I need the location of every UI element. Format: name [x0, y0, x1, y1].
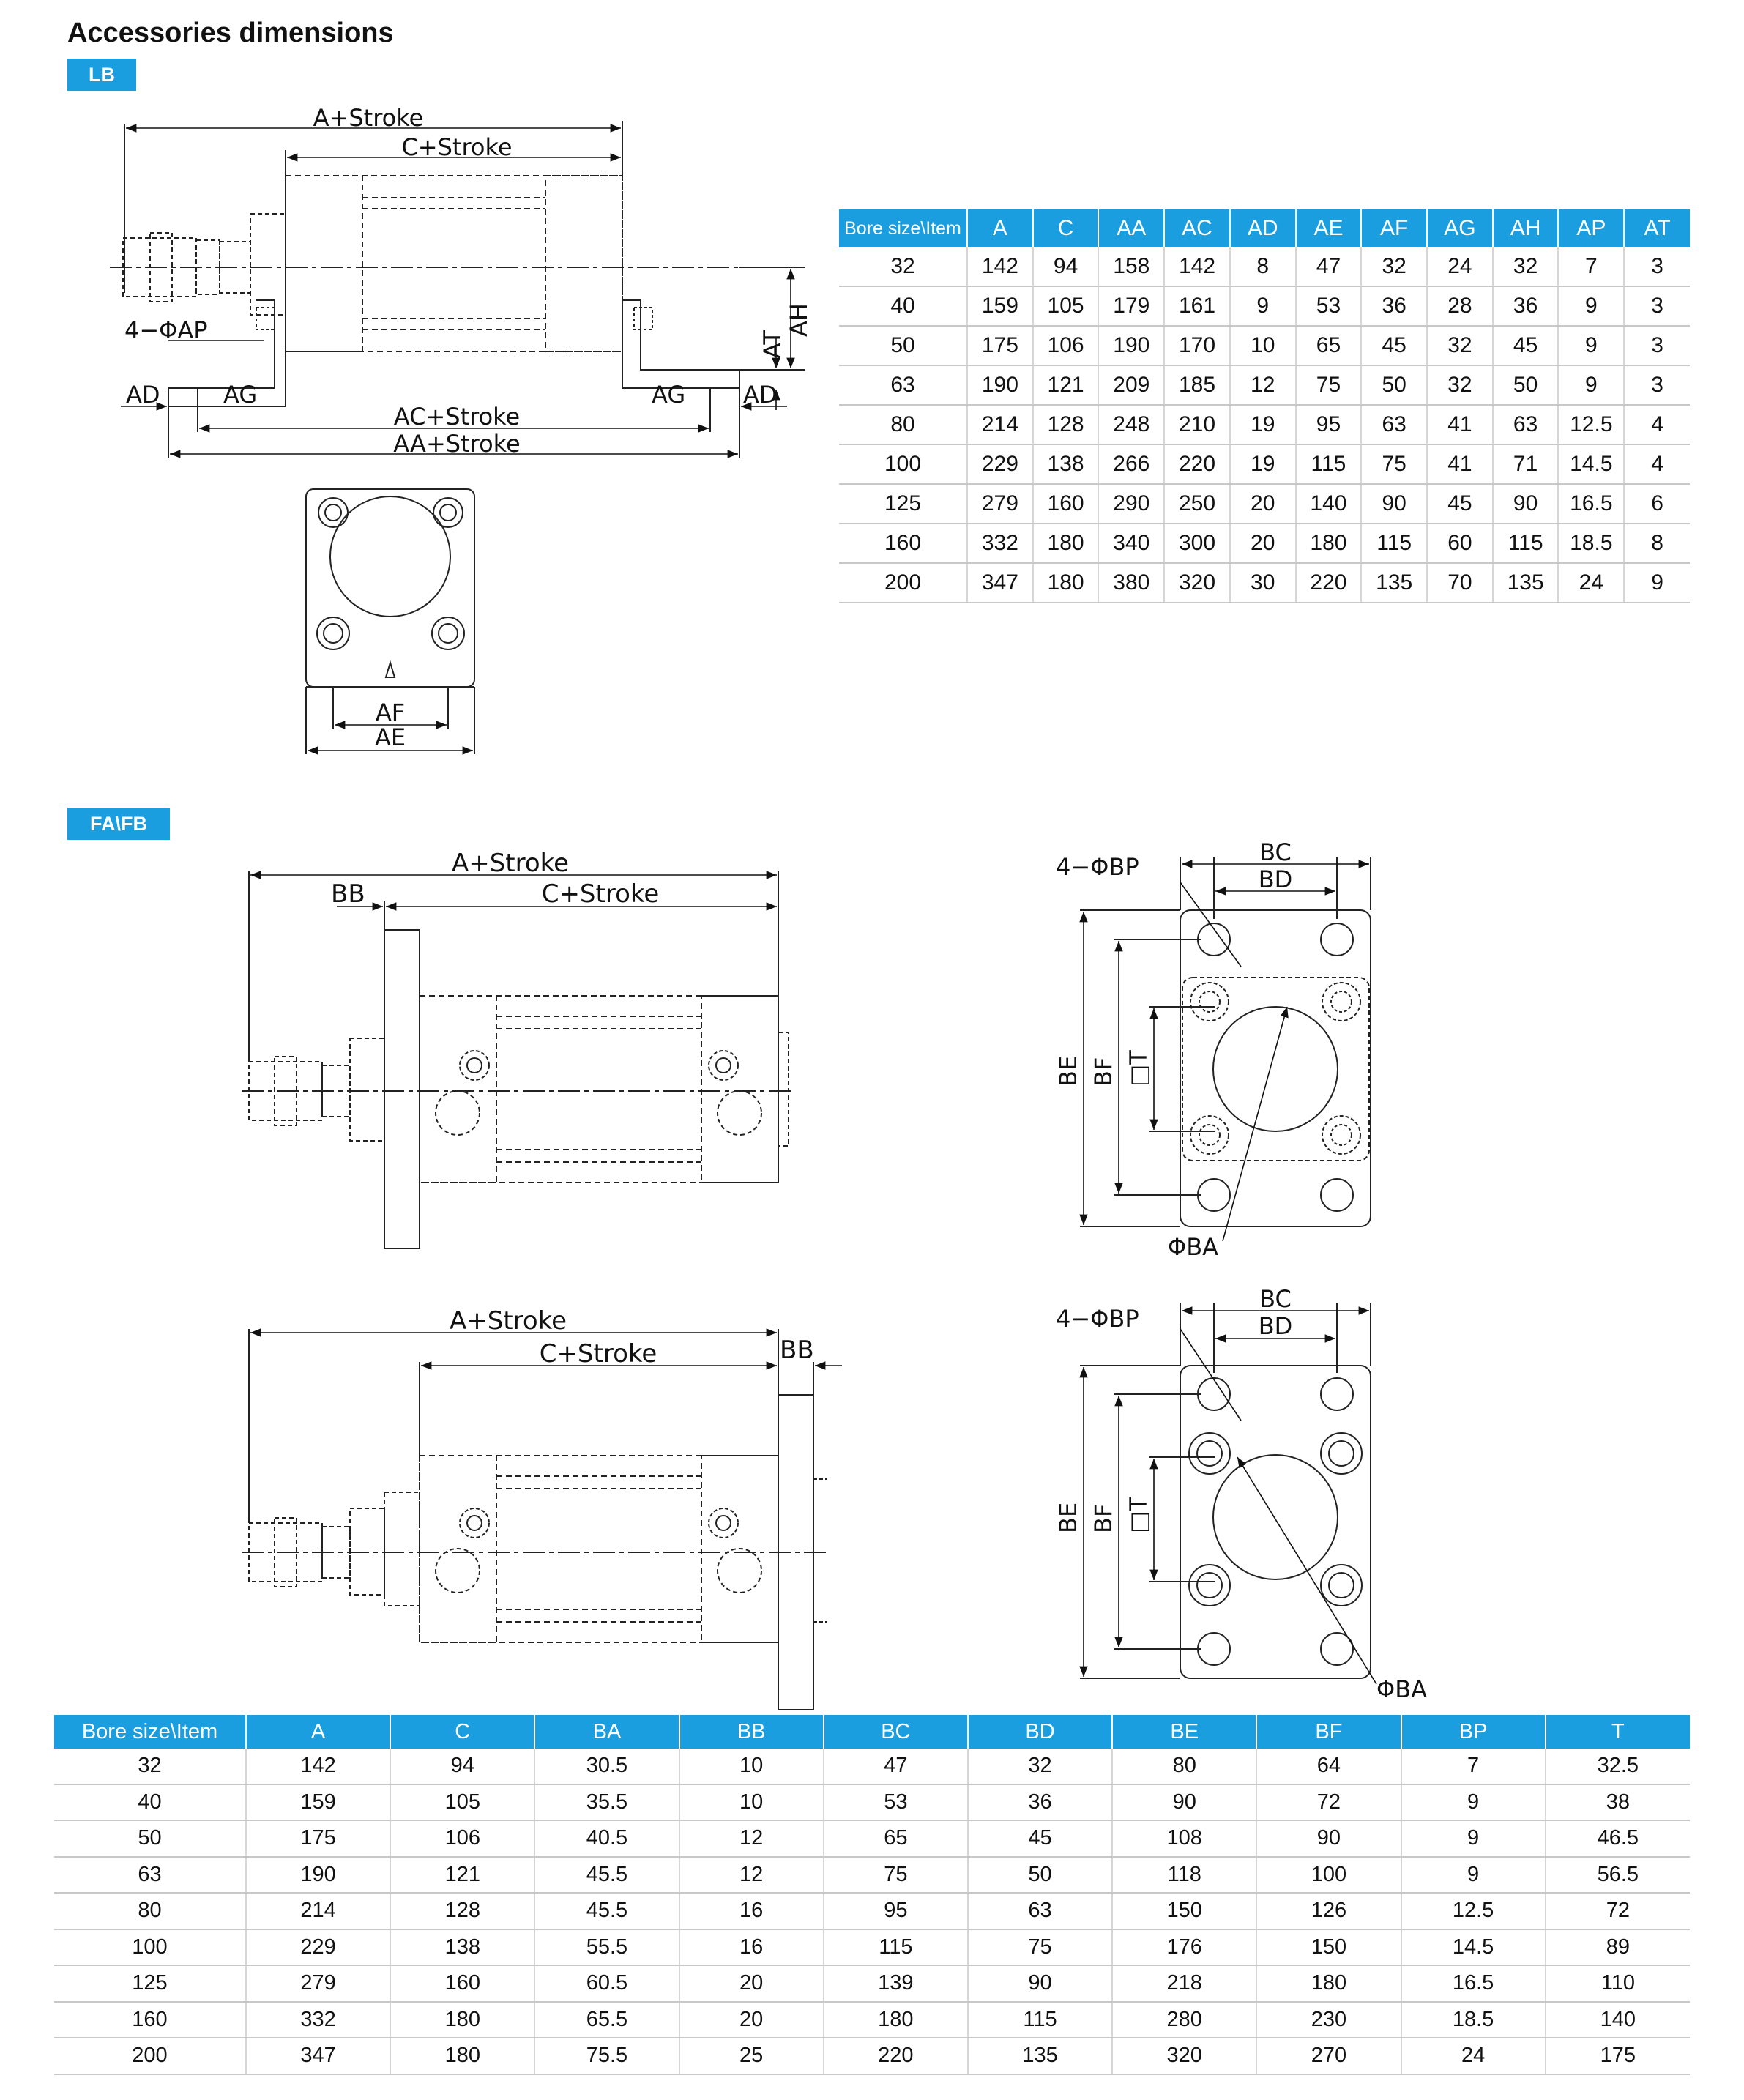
column-header: AP [1558, 209, 1624, 247]
label-ad-left: AD [126, 381, 160, 409]
table-cell: 100 [1256, 1857, 1401, 1894]
table-row [54, 1929, 1690, 1966]
table-cell: 41 [1427, 444, 1493, 484]
table-cell: 209 [1098, 365, 1164, 405]
table-cell: 100 [839, 444, 967, 484]
label-fa-bb: BB [331, 879, 365, 909]
table-cell: 9 [1401, 1820, 1546, 1857]
lb-dimension-table [839, 209, 1690, 603]
table-cell: 65 [1296, 326, 1362, 365]
table-cell: 190 [1098, 326, 1164, 365]
table-cell: 125 [839, 484, 967, 524]
column-header: AC [1164, 209, 1230, 247]
table-cell: 90 [1493, 484, 1559, 524]
table-cell: 45 [1361, 326, 1427, 365]
table-cell: 320 [1112, 2038, 1256, 2074]
column-header: BB [679, 1715, 824, 1749]
table-row [54, 2038, 1690, 2074]
table-cell: 332 [967, 524, 1033, 563]
table-cell: 175 [967, 326, 1033, 365]
table-cell: 80 [1112, 1749, 1256, 1784]
label-fa-t: □T [1125, 1050, 1152, 1087]
table-cell: 140 [1296, 484, 1362, 524]
label-fb-a-stroke: A+Stroke [449, 1306, 567, 1336]
table-cell: 115 [1361, 524, 1427, 563]
section-tag-lb: LB [67, 59, 136, 91]
table-row [839, 247, 1690, 286]
table-cell: 270 [1256, 2038, 1401, 2074]
table-cell: 32 [968, 1749, 1112, 1784]
table-cell: 12 [679, 1857, 824, 1894]
table-cell: 65.5 [534, 2002, 679, 2038]
label-ae: AE [374, 723, 406, 751]
table-cell: 180 [390, 2038, 534, 2074]
table-cell: 12.5 [1401, 1893, 1546, 1929]
table-cell: 63 [54, 1857, 246, 1894]
table-cell: 75 [1296, 365, 1362, 405]
table-cell: 32 [839, 247, 967, 286]
table-cell: 280 [1112, 2002, 1256, 2038]
column-header: AA [1098, 209, 1164, 247]
table-row [54, 1784, 1690, 1821]
table-cell: 90 [1361, 484, 1427, 524]
table-row [54, 1749, 1690, 1784]
column-header: C [1033, 209, 1099, 247]
table-cell: 142 [1164, 247, 1230, 286]
table-row [839, 365, 1690, 405]
label-ap: 4−ΦAP [124, 316, 208, 344]
label-fa-a-stroke: A+Stroke [451, 849, 570, 878]
table-cell: 9 [1558, 286, 1624, 326]
table-cell: 10 [679, 1784, 824, 1821]
table-cell: 64 [1256, 1749, 1401, 1784]
table-cell: 190 [246, 1857, 390, 1894]
column-header: BD [968, 1715, 1112, 1749]
table-cell: 290 [1098, 484, 1164, 524]
table-cell: 9 [1401, 1784, 1546, 1821]
table-cell: 72 [1256, 1784, 1401, 1821]
column-header: BP [1401, 1715, 1546, 1749]
table-cell: 70 [1427, 563, 1493, 603]
label-ad-right: AD [743, 381, 778, 409]
table-cell: 105 [390, 1784, 534, 1821]
table-cell: 12 [1230, 365, 1296, 405]
table-cell: 121 [390, 1857, 534, 1894]
column-header: A [246, 1715, 390, 1749]
table-row [54, 1857, 1690, 1894]
label-fa-bc: BC [1259, 838, 1292, 866]
table-cell: 161 [1164, 286, 1230, 326]
table-cell: 220 [1164, 444, 1230, 484]
table-cell: 170 [1164, 326, 1230, 365]
table-cell: 75 [824, 1857, 968, 1894]
table-cell: 6 [1624, 484, 1690, 524]
column-header: Bore size\Item [54, 1715, 246, 1749]
table-cell: 110 [1546, 1965, 1690, 2002]
table-cell: 24 [1427, 247, 1493, 286]
table-cell: 179 [1098, 286, 1164, 326]
column-header: BC [824, 1715, 968, 1749]
label-ag-left: AG [223, 381, 258, 409]
table-cell: 50 [1361, 365, 1427, 405]
column-header: BF [1256, 1715, 1401, 1749]
table-cell: 200 [839, 563, 967, 603]
table-cell: 214 [246, 1893, 390, 1929]
table-cell: 185 [1164, 365, 1230, 405]
table-cell: 9 [1401, 1857, 1546, 1894]
label-fb-t: □T [1125, 1497, 1152, 1533]
table-cell: 30 [1230, 563, 1296, 603]
table-cell: 20 [679, 1965, 824, 2002]
table-cell: 53 [824, 1784, 968, 1821]
label-at: AT [759, 330, 786, 359]
table-header-row [839, 209, 1690, 247]
table-cell: 32 [1493, 247, 1559, 286]
table-cell: 16.5 [1558, 484, 1624, 524]
table-cell: 214 [967, 405, 1033, 444]
column-header: AE [1296, 209, 1362, 247]
table-cell: 40 [54, 1784, 246, 1821]
table-cell: 176 [1112, 1929, 1256, 1966]
table-cell: 121 [1033, 365, 1099, 405]
column-header: C [390, 1715, 534, 1749]
column-header: BA [534, 1715, 679, 1749]
column-header: AD [1230, 209, 1296, 247]
table-cell: 108 [1112, 1820, 1256, 1857]
table-cell: 50 [54, 1820, 246, 1857]
table-cell: 3 [1624, 365, 1690, 405]
table-cell: 46.5 [1546, 1820, 1690, 1857]
table-row [54, 1820, 1690, 1857]
table-cell: 115 [1296, 444, 1362, 484]
label-aa-stroke: AA+Stroke [393, 430, 521, 458]
table-cell: 20 [1230, 524, 1296, 563]
table-row [54, 1893, 1690, 1929]
table-cell: 41 [1427, 405, 1493, 444]
table-cell: 16 [679, 1929, 824, 1966]
table-cell: 106 [1033, 326, 1099, 365]
table-cell: 40.5 [534, 1820, 679, 1857]
fb-flange-view [1080, 1303, 1371, 1678]
table-cell: 180 [1256, 1965, 1401, 2002]
section-tag-fafb: FA\FB [67, 808, 170, 840]
table-cell: 138 [390, 1929, 534, 1966]
table-cell: 95 [824, 1893, 968, 1929]
table-cell: 9 [1230, 286, 1296, 326]
table-cell: 125 [54, 1965, 246, 2002]
page-title: Accessories dimensions [67, 18, 394, 48]
table-cell: 32.5 [1546, 1749, 1690, 1784]
label-fb-bb: BB [780, 1336, 814, 1365]
table-cell: 200 [54, 2038, 246, 2074]
table-cell: 190 [967, 365, 1033, 405]
fa-flange-view [1080, 857, 1371, 1226]
table-cell: 94 [390, 1749, 534, 1784]
label-fb-c-stroke: C+Stroke [539, 1339, 657, 1369]
label-af: AF [375, 699, 406, 726]
table-cell: 75 [1361, 444, 1427, 484]
label-fa-bd: BD [1258, 865, 1293, 893]
table-row [839, 405, 1690, 444]
table-row [839, 286, 1690, 326]
table-row [54, 1965, 1690, 2002]
table-cell: 35.5 [534, 1784, 679, 1821]
table-cell: 138 [1033, 444, 1099, 484]
table-cell: 159 [246, 1784, 390, 1821]
table-cell: 150 [1112, 1893, 1256, 1929]
table-cell: 135 [1361, 563, 1427, 603]
fa-side-view [242, 871, 794, 1248]
table-cell: 14.5 [1558, 444, 1624, 484]
table-cell: 19 [1230, 405, 1296, 444]
table-cell: 60 [1427, 524, 1493, 563]
table-cell: 71 [1493, 444, 1559, 484]
table-cell: 36 [968, 1784, 1112, 1821]
column-header: AF [1361, 209, 1427, 247]
table-cell: 159 [967, 286, 1033, 326]
table-cell: 53 [1296, 286, 1362, 326]
table-cell: 63 [968, 1893, 1112, 1929]
table-cell: 10 [679, 1749, 824, 1784]
table-cell: 36 [1493, 286, 1559, 326]
table-cell: 3 [1624, 286, 1690, 326]
table-cell: 75.5 [534, 2038, 679, 2074]
label-a-stroke: A+Stroke [313, 104, 424, 132]
table-cell: 38 [1546, 1784, 1690, 1821]
table-cell: 63 [1493, 405, 1559, 444]
fb-side-view [242, 1329, 827, 1710]
table-cell: 128 [390, 1893, 534, 1929]
table-cell: 89 [1546, 1929, 1690, 1966]
label-fa-be: BE [1054, 1055, 1082, 1087]
table-cell: 160 [1033, 484, 1099, 524]
label-fa-bp: 4−ΦBP [1056, 853, 1139, 881]
table-cell: 100 [54, 1929, 246, 1966]
table-cell: 180 [1033, 563, 1099, 603]
table-cell: 140 [1546, 2002, 1690, 2038]
table-cell: 8 [1230, 247, 1296, 286]
table-cell: 220 [1296, 563, 1362, 603]
table-cell: 14.5 [1401, 1929, 1546, 1966]
table-cell: 115 [824, 1929, 968, 1966]
table-cell: 60.5 [534, 1965, 679, 2002]
table-cell: 24 [1401, 2038, 1546, 2074]
label-ah: AH [785, 303, 813, 337]
table-cell: 4 [1624, 405, 1690, 444]
column-header: AT [1624, 209, 1690, 247]
table-cell: 72 [1546, 1893, 1690, 1929]
table-cell: 135 [1493, 563, 1559, 603]
table-cell: 180 [390, 2002, 534, 2038]
table-cell: 230 [1256, 2002, 1401, 2038]
label-ag-right: AG [652, 381, 686, 409]
table-cell: 160 [839, 524, 967, 563]
column-header: AH [1493, 209, 1559, 247]
table-cell: 7 [1401, 1749, 1546, 1784]
column-header: AG [1427, 209, 1493, 247]
column-header: Bore size\Item [839, 209, 967, 247]
table-cell: 45 [968, 1820, 1112, 1857]
table-row [839, 484, 1690, 524]
table-cell: 175 [1546, 2038, 1690, 2074]
table-cell: 279 [246, 1965, 390, 2002]
table-cell: 347 [246, 2038, 390, 2074]
label-fb-ba: ΦBA [1376, 1675, 1428, 1703]
table-row [54, 2002, 1690, 2038]
table-cell: 90 [1256, 1820, 1401, 1857]
table-cell: 210 [1164, 405, 1230, 444]
table-cell: 50 [968, 1857, 1112, 1894]
table-cell: 142 [246, 1749, 390, 1784]
label-ac-stroke: AC+Stroke [393, 403, 521, 431]
table-cell: 3 [1624, 326, 1690, 365]
table-cell: 340 [1098, 524, 1164, 563]
table-cell: 128 [1033, 405, 1099, 444]
table-cell: 229 [246, 1929, 390, 1966]
table-cell: 30.5 [534, 1749, 679, 1784]
table-cell: 20 [1230, 484, 1296, 524]
table-cell: 90 [968, 1965, 1112, 2002]
table-cell: 18.5 [1401, 2002, 1546, 2038]
table-cell: 8 [1624, 524, 1690, 563]
table-cell: 218 [1112, 1965, 1256, 2002]
table-cell: 105 [1033, 286, 1099, 326]
table-row [839, 444, 1690, 484]
table-cell: 50 [839, 326, 967, 365]
table-cell: 250 [1164, 484, 1230, 524]
table-cell: 158 [1098, 247, 1164, 286]
table-cell: 150 [1256, 1929, 1401, 1966]
table-cell: 19 [1230, 444, 1296, 484]
table-cell: 63 [839, 365, 967, 405]
table-cell: 347 [967, 563, 1033, 603]
table-cell: 45.5 [534, 1893, 679, 1929]
table-cell: 95 [1296, 405, 1362, 444]
table-header-row [54, 1715, 1690, 1749]
table-cell: 279 [967, 484, 1033, 524]
table-cell: 12.5 [1558, 405, 1624, 444]
table-cell: 50 [1493, 365, 1559, 405]
table-cell: 80 [54, 1893, 246, 1929]
label-fb-bp: 4−ΦBP [1056, 1305, 1139, 1333]
table-cell: 380 [1098, 563, 1164, 603]
table-cell: 118 [1112, 1857, 1256, 1894]
table-cell: 9 [1624, 563, 1690, 603]
column-header: T [1546, 1715, 1690, 1749]
table-cell: 16 [679, 1893, 824, 1929]
table-cell: 45 [1493, 326, 1559, 365]
label-fb-bc: BC [1259, 1285, 1292, 1313]
table-cell: 180 [824, 2002, 968, 2038]
table-cell: 20 [679, 2002, 824, 2038]
table-cell: 7 [1558, 247, 1624, 286]
table-cell: 180 [1296, 524, 1362, 563]
table-cell: 65 [824, 1820, 968, 1857]
table-cell: 24 [1558, 563, 1624, 603]
table-cell: 32 [54, 1749, 246, 1784]
column-header: BE [1112, 1715, 1256, 1749]
table-cell: 28 [1427, 286, 1493, 326]
table-cell: 135 [968, 2038, 1112, 2074]
table-cell: 220 [824, 2038, 968, 2074]
table-cell: 332 [246, 2002, 390, 2038]
table-cell: 47 [1296, 247, 1362, 286]
table-row [839, 524, 1690, 563]
table-cell: 300 [1164, 524, 1230, 563]
table-cell: 63 [1361, 405, 1427, 444]
table-cell: 106 [390, 1820, 534, 1857]
table-cell: 248 [1098, 405, 1164, 444]
table-cell: 55.5 [534, 1929, 679, 1966]
table-cell: 18.5 [1558, 524, 1624, 563]
table-row [839, 326, 1690, 365]
table-cell: 25 [679, 2038, 824, 2074]
table-cell: 9 [1558, 365, 1624, 405]
column-header: A [967, 209, 1033, 247]
table-row [839, 563, 1690, 603]
table-cell: 180 [1033, 524, 1099, 563]
table-cell: 4 [1624, 444, 1690, 484]
table-cell: 32 [1361, 247, 1427, 286]
table-cell: 90 [1112, 1784, 1256, 1821]
table-cell: 10 [1230, 326, 1296, 365]
table-cell: 45 [1427, 484, 1493, 524]
label-fb-bd: BD [1258, 1312, 1293, 1340]
table-cell: 266 [1098, 444, 1164, 484]
table-cell: 32 [1427, 326, 1493, 365]
fafb-dimension-table [54, 1715, 1690, 2075]
table-cell: 12 [679, 1820, 824, 1857]
table-cell: 45.5 [534, 1857, 679, 1894]
label-fa-c-stroke: C+Stroke [541, 879, 660, 909]
table-cell: 94 [1033, 247, 1099, 286]
label-fa-bf: BF [1089, 1057, 1117, 1087]
label-fb-bf: BF [1089, 1503, 1117, 1533]
table-cell: 56.5 [1546, 1857, 1690, 1894]
table-cell: 80 [839, 405, 967, 444]
label-c-stroke: C+Stroke [401, 133, 513, 161]
table-cell: 3 [1624, 247, 1690, 286]
table-cell: 142 [967, 247, 1033, 286]
table-cell: 115 [968, 2002, 1112, 2038]
table-cell: 160 [54, 2002, 246, 2038]
table-cell: 139 [824, 1965, 968, 2002]
label-fa-ba: ΦBA [1168, 1233, 1219, 1261]
table-cell: 115 [1493, 524, 1559, 563]
table-cell: 175 [246, 1820, 390, 1857]
table-cell: 75 [968, 1929, 1112, 1966]
table-cell: 229 [967, 444, 1033, 484]
table-cell: 36 [1361, 286, 1427, 326]
table-cell: 16.5 [1401, 1965, 1546, 2002]
table-cell: 47 [824, 1749, 968, 1784]
table-cell: 9 [1558, 326, 1624, 365]
table-cell: 320 [1164, 563, 1230, 603]
table-cell: 40 [839, 286, 967, 326]
table-cell: 32 [1427, 365, 1493, 405]
table-cell: 160 [390, 1965, 534, 2002]
label-fb-be: BE [1054, 1502, 1082, 1533]
table-cell: 126 [1256, 1893, 1401, 1929]
